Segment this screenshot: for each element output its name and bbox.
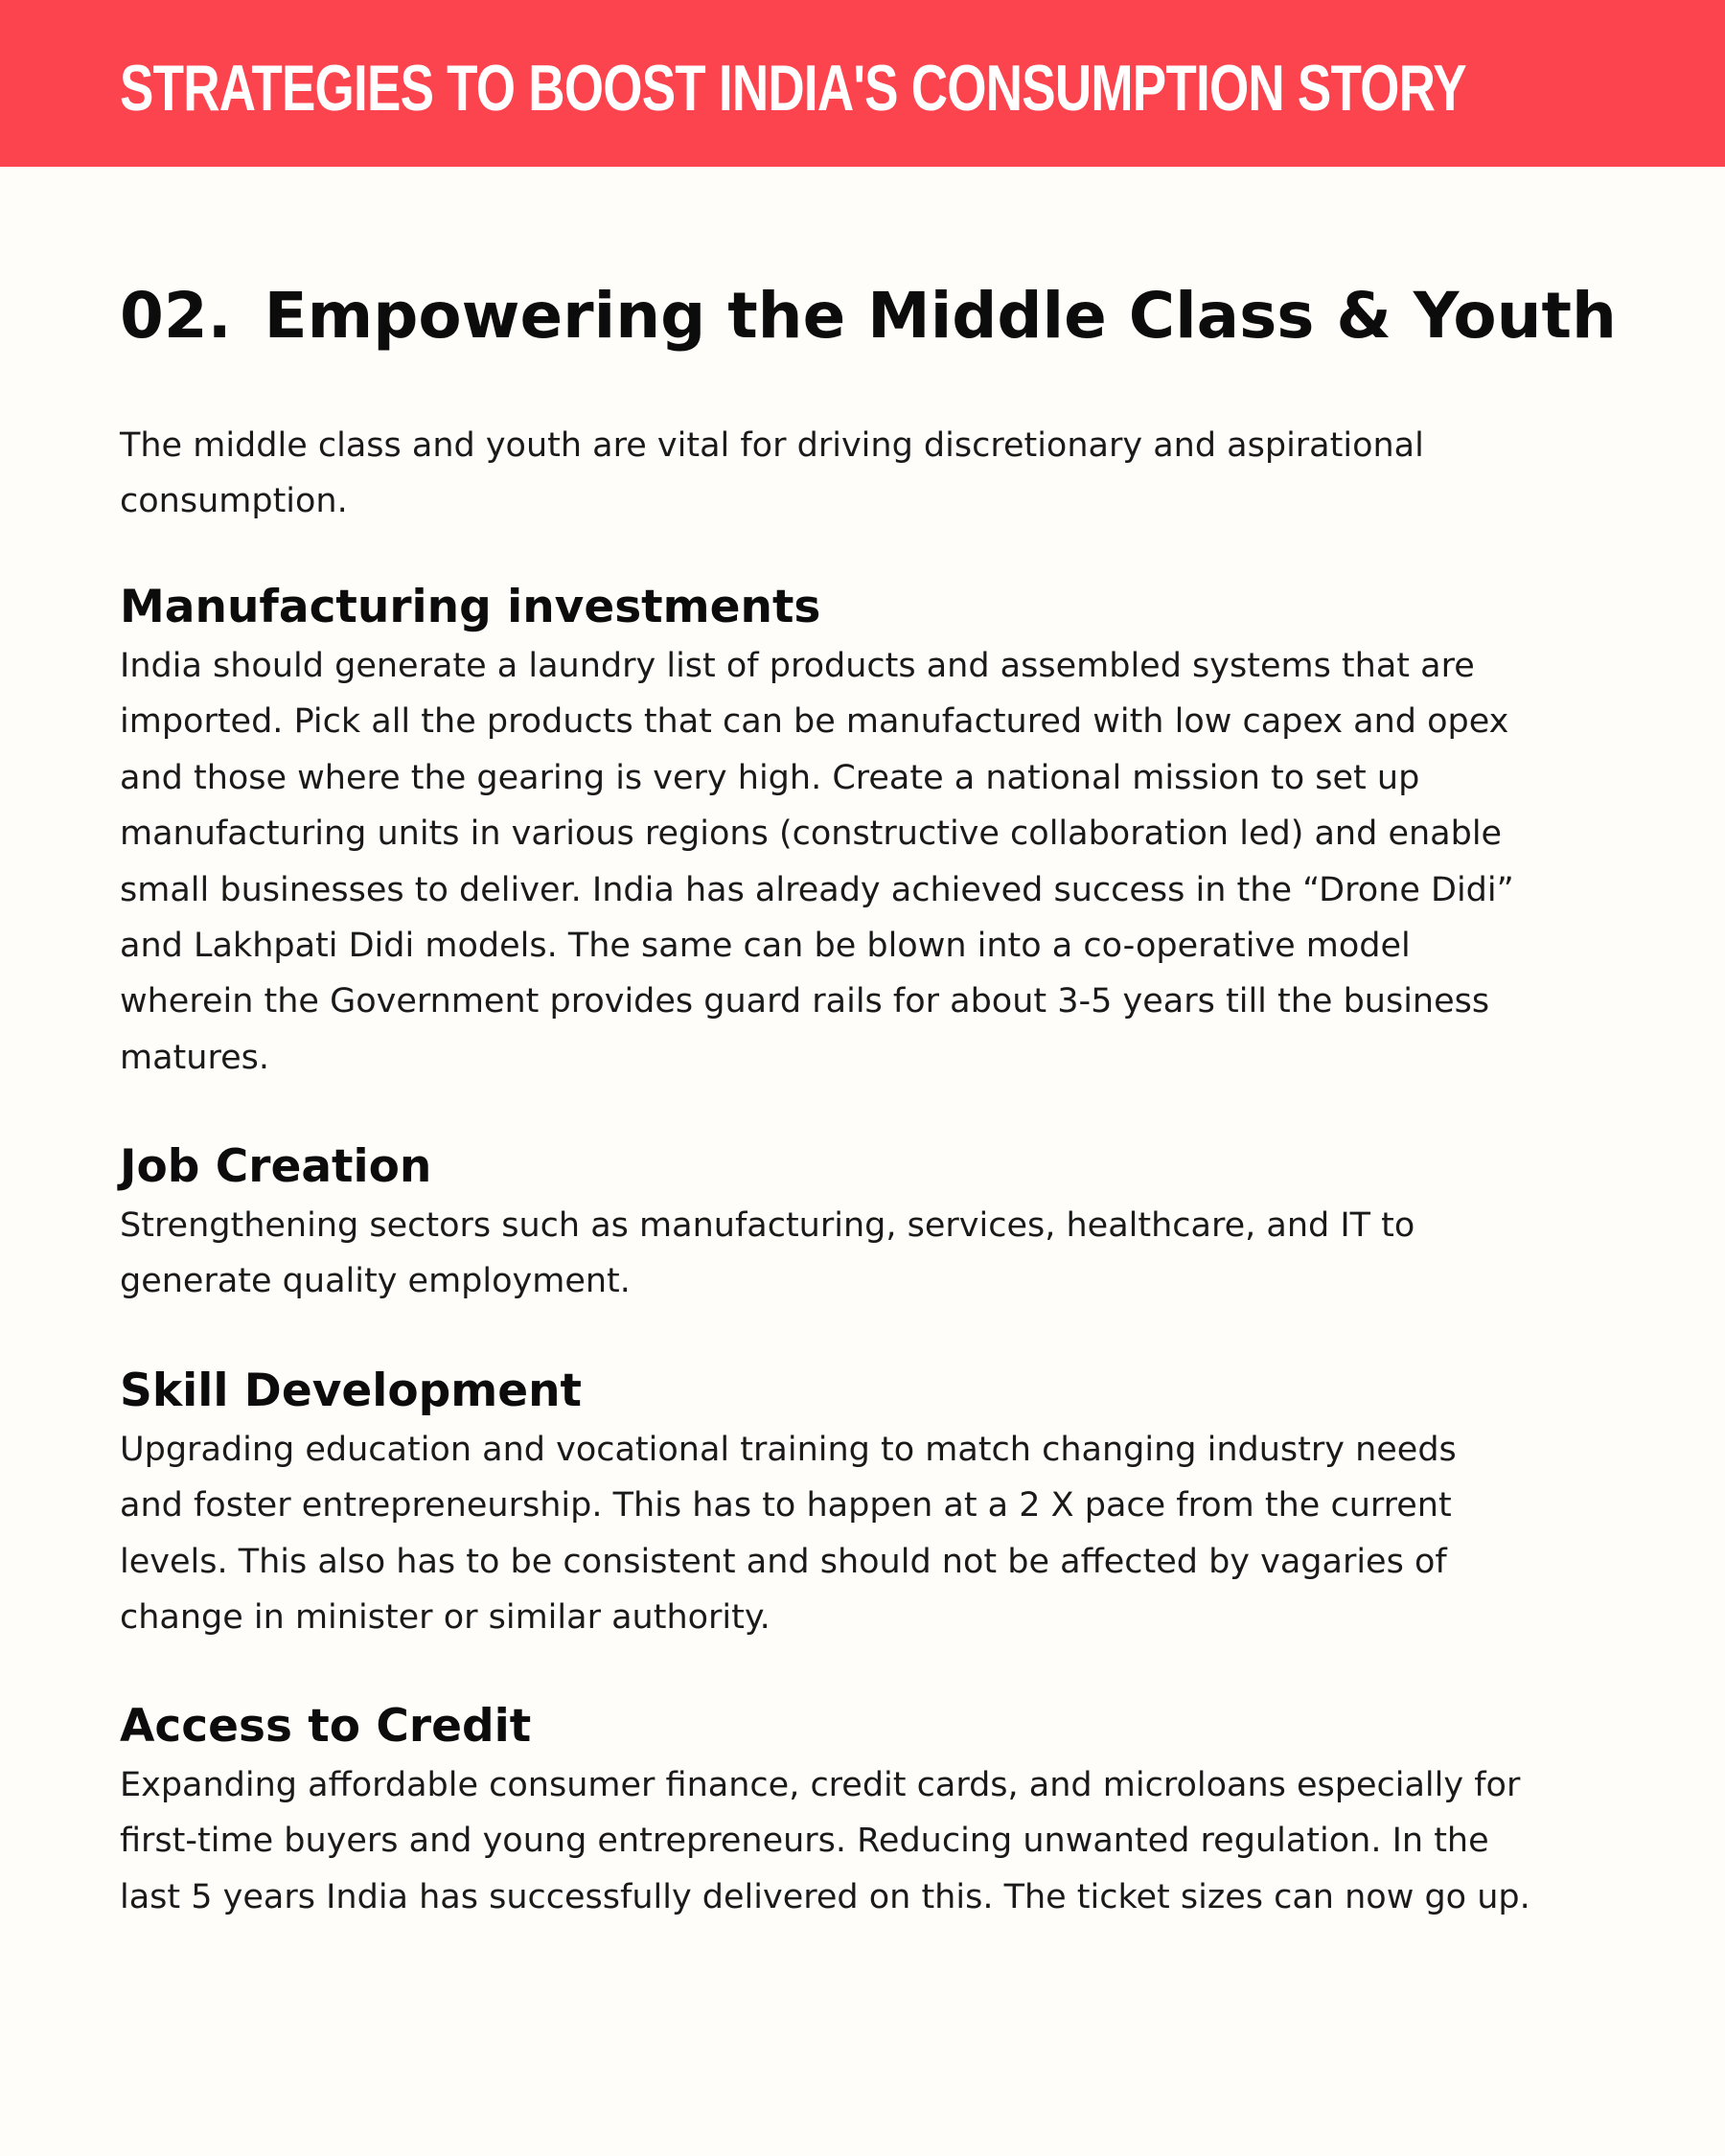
block-heading: Manufacturing investments	[120, 581, 821, 633]
section-heading	[120, 268, 1617, 364]
block-job-creation	[120, 1136, 1615, 1310]
block-body	[120, 1198, 1615, 1310]
body-line: manufacturing units in various regions (constructive collaboration led) and enable	[120, 814, 1503, 854]
block-skill-development	[120, 1361, 1615, 1646]
intro-line: The middle class and youth are vital for driving discretionary and aspirational	[120, 426, 1424, 465]
body-line: and Lakhpati Didi models. The same can be blown into a co-operative model	[120, 927, 1411, 966]
block-body	[120, 1422, 1615, 1646]
body-line: levels. This also has to be consistent and should not be affected by vagaries of	[120, 1542, 1447, 1581]
intro-line: consumption.	[120, 482, 348, 520]
body-line: and those where the gearing is very high. Create a national mission to set up	[120, 758, 1420, 797]
section-title: Empowering the Middle Class & Youth	[264, 279, 1617, 353]
body-line: Strengthening sectors such as manufacturing, services, healthcare, and IT to	[120, 1206, 1415, 1245]
body-line: small businesses to deliver. India has already achieved success in the “Drone Didi”	[120, 870, 1514, 909]
banner-title: STRATEGIES TO BOOST INDIA'S CONSUMPTION STORY	[120, 52, 1466, 125]
section-number: 02.	[120, 279, 232, 353]
body-line: Upgrading education and vocational training to match changing industry needs	[120, 1431, 1457, 1469]
body-line: matures.	[120, 1038, 269, 1077]
block-heading: Skill Development	[120, 1365, 583, 1417]
body-line: change in minister or similar authority.	[120, 1598, 770, 1638]
block-manufacturing-investments	[120, 577, 1615, 1086]
body-line: wherein the Government provides guard rails for about 3-5 years till the business	[120, 982, 1490, 1021]
body-line: generate quality employment.	[120, 1262, 631, 1301]
body-line: India should generate a laundry list of products and assembled systems that are	[120, 647, 1475, 685]
block-heading: Job Creation	[120, 1140, 432, 1193]
block-heading: Access to Credit	[120, 1700, 532, 1753]
body-line: and foster entrepreneurship. This has to happen at a 2 X pace from the current	[120, 1486, 1452, 1525]
body-line: last 5 years India has successfully delivered on this. The ticket sizes can now go up.	[120, 1877, 1530, 1916]
block-access-to-credit	[120, 1696, 1615, 1925]
body-line: imported. Pick all the products that can be manufactured with low capex and opex	[120, 702, 1509, 742]
header-banner	[0, 0, 1725, 167]
body-line: Expanding affordable consumer finance, credit cards, and microloans especially for	[120, 1766, 1521, 1804]
intro-paragraph	[120, 418, 1576, 529]
block-body	[120, 638, 1615, 1086]
body-line: first-time buyers and young entrepreneurs. Reducing unwanted regulation. In the	[120, 1822, 1489, 1861]
block-body	[120, 1757, 1615, 1925]
